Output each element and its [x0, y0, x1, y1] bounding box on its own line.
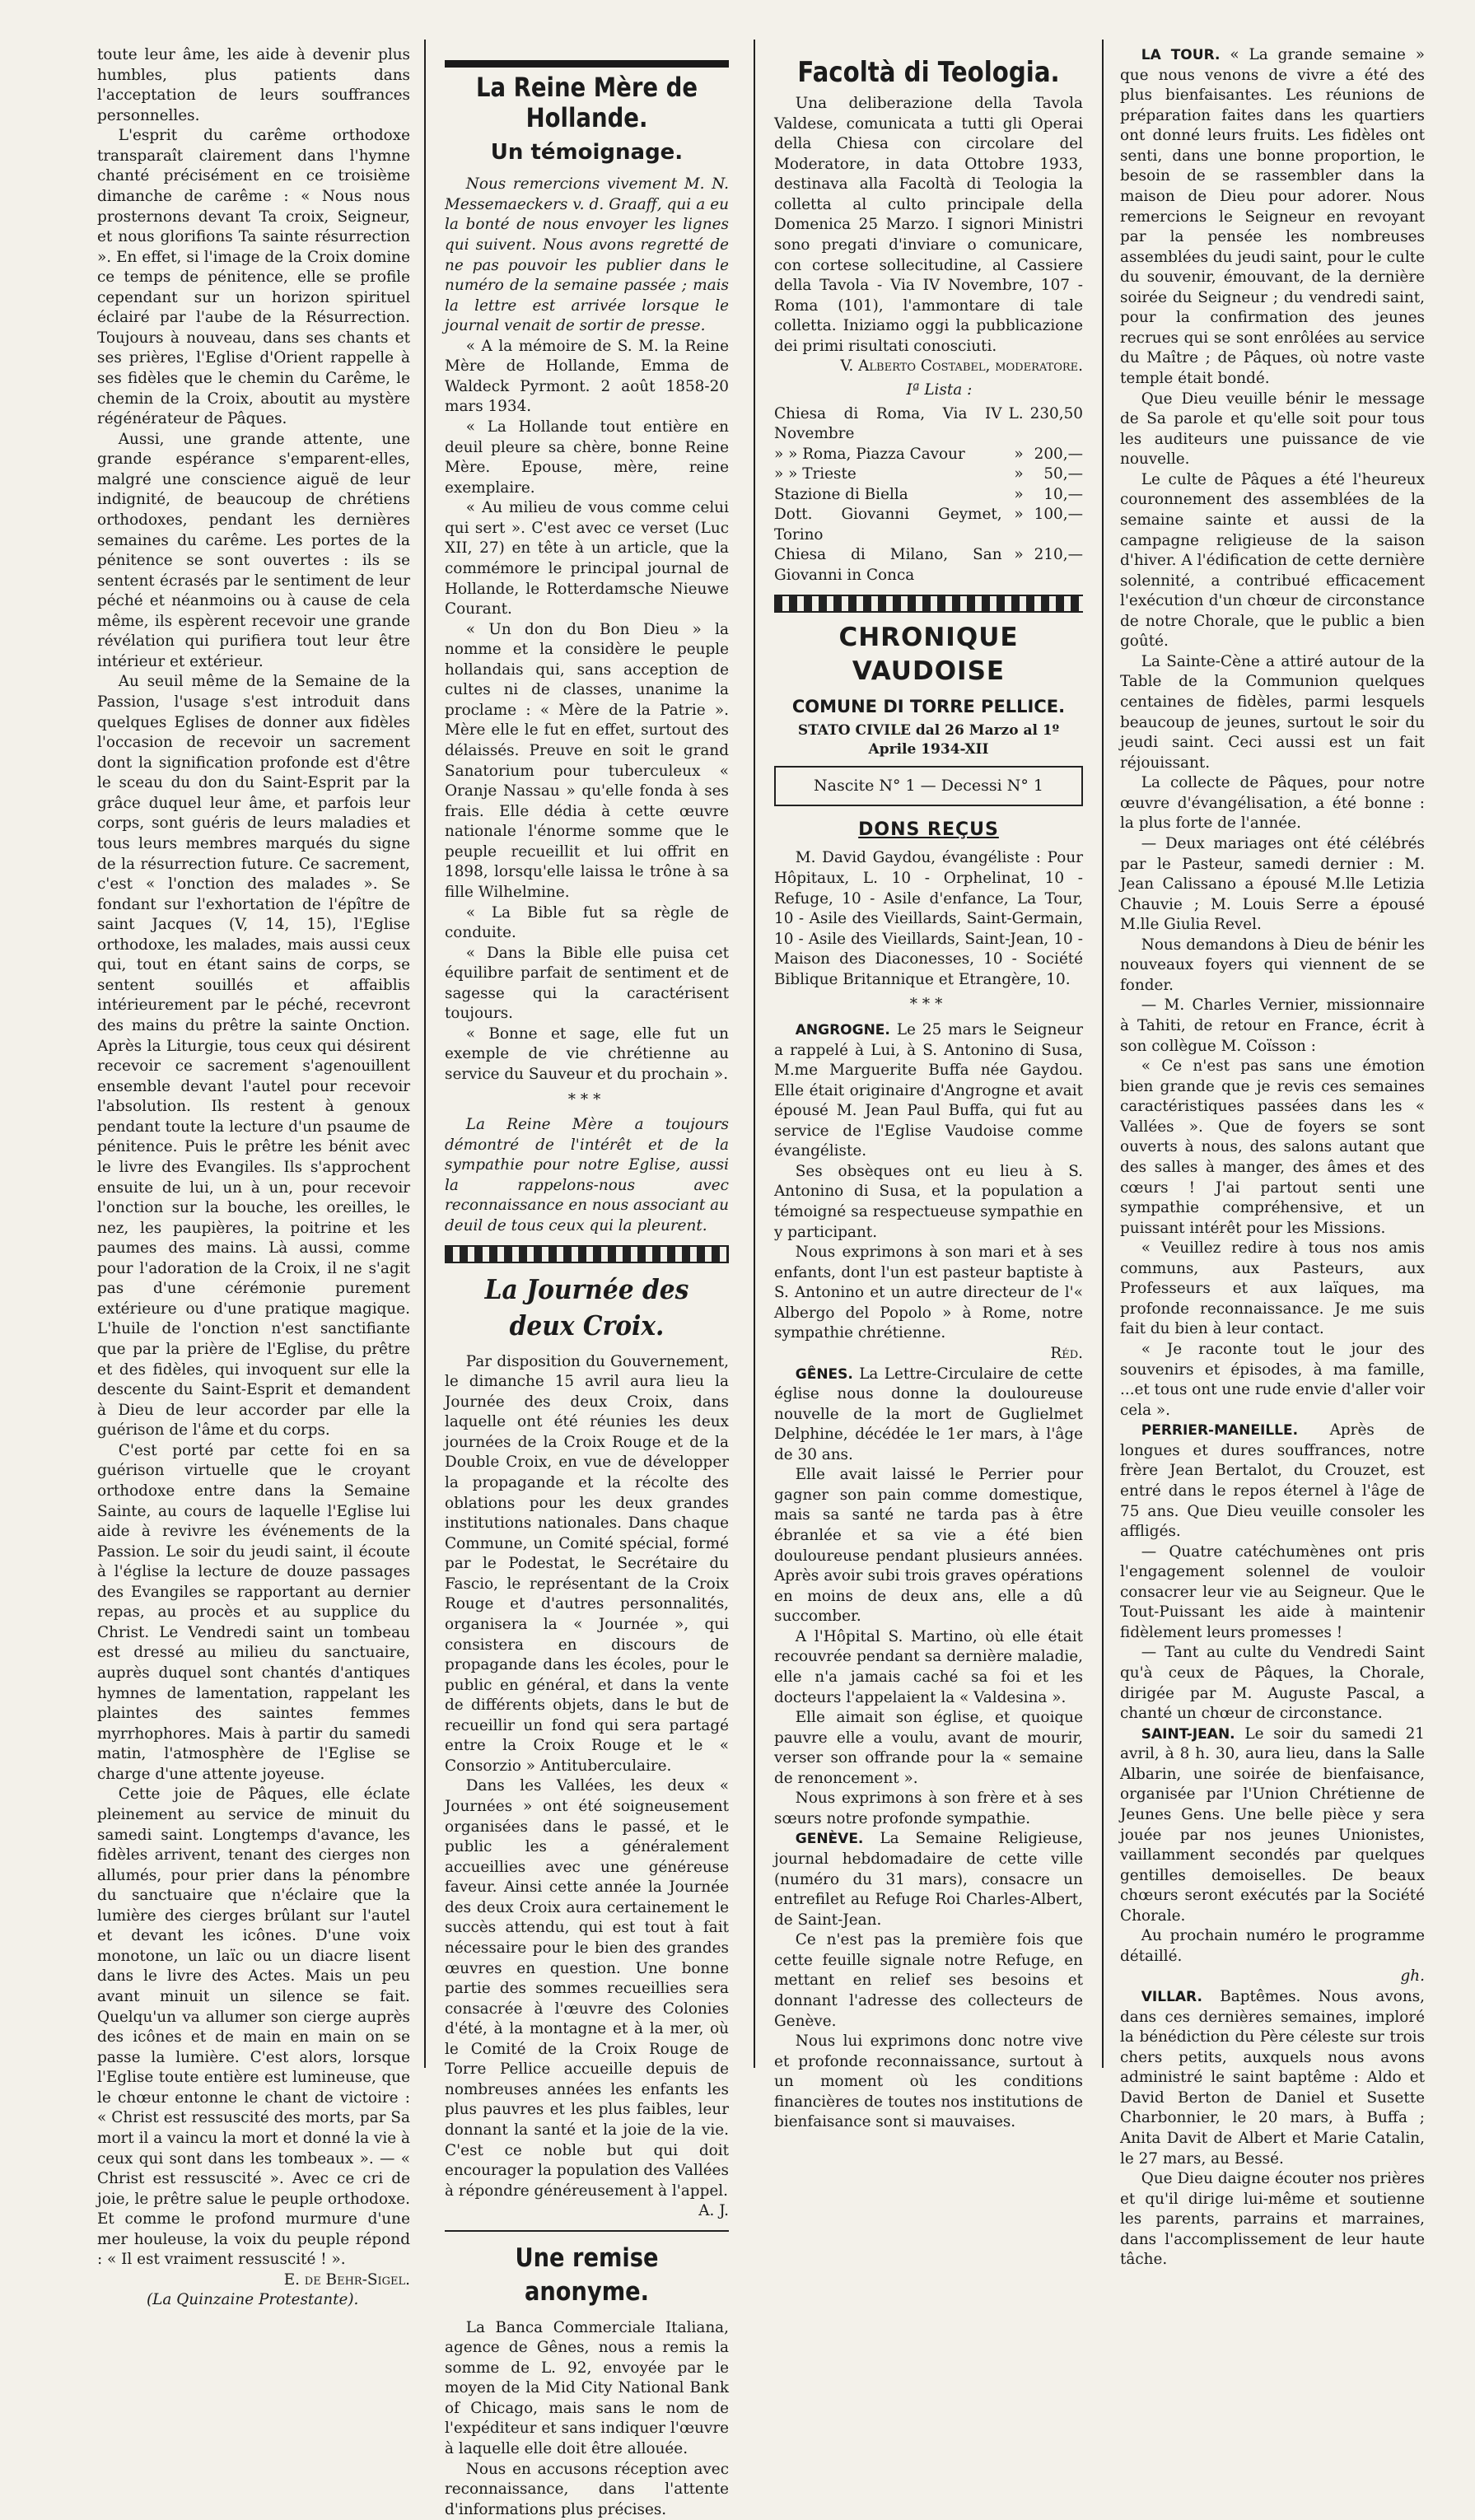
paragraph: — M. Charles Vernier, missionnaire à Tahiti, de retour en France, écrit à son collègue M. Coïsson :: [1120, 996, 1425, 1055]
paragraph: Aussi, une grande attente, une grande espérance s'emparent-elles, malgré une conscience aiguë de leur indignité, de beaucoup de chrétiens orthodoxes, pendant les dernières semaines du carême. Les portes de la pénitence se sont ouvertes : ils se sentent écrasés par le sentiment de leur péché et néanmoins ou à cause de cela même, ils espèrent recevoir une grande révélation qui purifiera tout leur être intérieur et extérieur.: [97, 430, 410, 670]
author-signature: A. J.: [698, 2202, 729, 2220]
paragraph: « La Hollande tout entière en deuil pleure sa chère, bonne Reine Mère. Epouse, mère, reine exemplaire.: [445, 418, 729, 497]
article-title: La Reine Mère de Hollande.: [475, 72, 698, 133]
paragraph: Elle avait laissé le Perrier pour gagner son pain comme domestique, mais sa santé ne tarda pas à être ébranlée et sa vie a été bien douloureuse pendant plusieurs années. Après avoir subi trois graves opérations en moins de deux ans, elle a dû succomber.: [774, 1466, 1083, 1626]
table-cell-unit: L.: [1008, 404, 1024, 422]
article-title: Une remise anonyme.: [515, 2242, 659, 2308]
paragraph: Nous lui exprimons donc notre vive et profonde reconnaissance, surtout à un moment où les conditions financières de toutes nos institutions de bienfaisance sont si mauvaises.: [774, 2032, 1083, 2131]
place-name: VILLAR.: [1141, 1989, 1202, 2005]
paragraph: L'esprit du carême orthodoxe transparaît clairement dans l'hymne chanté précisément en ce troisième dimanche de carême : « Nous nous prosternons devant Ta croix, Seigneur, et nous glorifions Ta sainte résurrection ». En effet, si l'image de la Croix domine ce temps de pénitence, elle se profile cependant sur un horizon spirituel éclairé par l'aube de la Résurrection. Toujours à nouveau, dans ses chants et ses prières, l'Eglise d'Orient rappelle à ses fidèles que le chemin du Carême, le chemin de la Croix, aboutit au mystère régénérateur de Pâques.: [97, 127, 410, 428]
paragraph: Dans les Vallées, les deux « Journées » ont été soigneusement organisées dans le passé, et le public les a généralement accueillies avec une généreuse faveur. Ainsi cette année la Journée des deux Croix aura certainement le succès attendu, qui est tout à fait nécessaire pour le bien des grandes œuvres en question. Une bonne partie des sommes recueillies sera consacrée à l'œuvre des Colonies d'été, à la montagne et à la mer, où le Comité de la Croix Rouge de Torre Pellice accueille depuis de nombreuses années les enfants les plus pauvres et les plus faibles, leur donnant la santé et la joie de la vie. C'est ce noble but qui doit encourager la population des Vallées à répondre généreusement à l'appel.: [445, 1777, 729, 2200]
section-rule: [445, 2230, 729, 2232]
article-subtitle: Un témoignage.: [490, 139, 684, 165]
paragraph: — Deux mariages ont été célébrés par le Pasteur, samedi dernier : M. Jean Calissano a épousé M.lle Letizia Chauvie ; M. Louis Serre a épousé M.lle Giulia Revel.: [1120, 834, 1425, 934]
paragraph: Cette joie de Pâques, elle éclate pleinement au service de minuit du samedi saint. Longtemps d'avance, les fidèles arrivent, tenant des cierges non allumés, pour prier dans la pénombre du sanctuaire que n'éclaire que la lumière des cierges brûlant sur l'autel et devant les icônes. D'une voix monotone, un laïc ou un diacre lisent dans le livre des Actes. Mais un peu avant minuit un silence se fait. Quelqu'un va allumer son cierge auprès des icônes et de main en main on se passe la lumière. C'est alors, lorsque l'Eglise toute entière est lumineuse, que le chœur entonne le chant de victoire : « Christ est ressuscité des morts, par Sa mort il a vaincu la mort et donné la vie à ceux qui sont dans les tombeaux ». — « Christ est ressuscité ». Avec ce cri de joie, le prêtre salue le peuple orthodoxe. Et comme le profond murmure d'une mer houleuse, la voix du peuple répond : « Il est vraiment ressuscité ! ».: [97, 1785, 410, 2269]
table-cell-unit: »: [1014, 546, 1024, 564]
table-cell-name: Chiesa di Milano, San Giovanni in Conca: [774, 546, 1002, 585]
commune-title: COMUNE DI TORRE PELLICE.: [791, 697, 1066, 717]
paragraph: Ses obsèques ont eu lieu à S. Antonino di Susa, et la population a témoigné sa respectueuse sympathie en y participant.: [774, 1162, 1083, 1241]
paragraph: « La Bible fut sa règle de conduite.: [445, 903, 729, 942]
author-signature: Réd.: [1050, 1344, 1083, 1362]
author-signature: E. de Behr-Sigel.: [283, 2270, 410, 2289]
separator-stars: ***: [567, 1090, 606, 1108]
paragraph: Nous en accusons réception avec reconnaissance, dans l'attente d'informations plus précises.: [445, 2460, 729, 2518]
paragraph: La collecte de Pâques, pour notre œuvre d'évangélisation, a été bonne : la plus forte de l'année.: [1120, 774, 1425, 833]
donation-table: [774, 404, 1083, 586]
paragraph: Que Dieu veuille bénir le message de Sa parole et qu'elle soit pour tous les auditeurs une puissance de vie nouvelle.: [1120, 390, 1425, 469]
paragraph: « Ce n'est pas sans une émotion bien grande que je revis ces semaines caractéristiques passées dans les « Vallées ». Que de foyers se sont ouverts à nous, des salons autant que des salles à manger, des âmes et des cœurs ! J'ai partout senti une sympathie compréhensive, et un puissant intérêt pour les Missions.: [1120, 1057, 1425, 1237]
paragraph: La Banca Commerciale Italiana, agence de Gênes, nous a remis la somme de L. 92, envoyée par le moyen de la Mid City National Bank of Chicago, mais sans le nom de l'expéditeur et sans indiquer l'œuvre à laquelle elle doit être allouée.: [445, 2318, 729, 2457]
paragraph: toute leur âme, les aide à devenir plus humbles, plus patients dans l'acceptation de leurs souffrances personnelles.: [97, 46, 410, 124]
paragraph: « Au milieu de vous comme celui qui sert ». C'est avec ce verset (Luc XII, 27) en tête à un article, que la commémore le principal journal de Hollande, le Rotterdamsche Nieuwe Courant.: [445, 499, 729, 618]
paragraph: « A la mémoire de S. M. la Reine Mère de Hollande, Emma de Waldeck Pyrmont. 2 août 1858-20 mars 1934.: [445, 337, 729, 416]
paragraph: Nous exprimons à son frère et à ses sœurs notre profonde sympathie.: [774, 1790, 1083, 1827]
table-cell-unit: »: [1014, 506, 1024, 524]
place-name: LA TOUR.: [1141, 47, 1221, 63]
intro-note: Nous remercions vivement M. N. Messemaeckers v. d. Graaff, qui a eu la bonté de nous envoyer les lignes qui suivent. Nous avons regretté de ne pas pouvoir les publier dans le numéro de la semaine passée ; mais la lettre est arrivée lorsque le journal venait de sortir de presse.: [445, 175, 729, 335]
source-note: (La Quinzaine Protestante).: [147, 2291, 359, 2309]
place-name: GÊNES.: [795, 1365, 853, 1383]
column-3: [774, 45, 1083, 2131]
table-cell-amount: 50,—: [1043, 465, 1083, 483]
paragraph: M. David Gaydou, évangéliste : Pour Hôpitaux, L. 10 - Orphelinat, 10 - Refuge, 10 - Asile d'enfance, La Tour, 10 - Asile des Vieillards, Saint-Germain, 10 - Asile des Vieillards, Saint-Jean, 10 - Maison des Diaconesses, 10 - Société Biblique Britannique et Etrangère, 10.: [774, 849, 1083, 988]
paragraph: Elle aimait son église, et quoique pauvre elle a voulu, avant de mourir, verser son offrande pour la « semaine de renoncement ».: [774, 1709, 1083, 1787]
table-row: [774, 404, 1083, 445]
table-cell-amount: 100,—: [1034, 506, 1083, 524]
paragraph: Par disposition du Gouvernement, le dimanche 15 avril aura lieu la Journée des deux Croix, dans laquelle ont été réunies les deux journées de la Croix Rouge et de la Double Croix, en vue de développer la propagande et la récolte des oblations pour les deux grandes institutions nationales. Dans chaque Commune, un Comité spécial, formé par le Podestat, le Secrétaire du Fascio, le représentant de la Croix Rouge et d'autres personnalités, organisera la « Journée », qui consistera en discours de propagande dans les écoles, pour le public en général, et dans la vente de différents objets, dans le but de recueillir un fond qui sera partagé entre la Croix Rouge et le « Consorzio » Antituberculaire.: [445, 1352, 729, 1775]
paragraph: A l'Hôpital S. Martino, où elle était recouvrée pendant sa dernière maladie, elle n'a jamais caché sa foi et les docteurs l'appelaient la « Valdesina ».: [774, 1627, 1083, 1706]
table-cell-unit: »: [1014, 485, 1024, 503]
author-signature: V. Alberto Costabel, moderatore.: [840, 357, 1083, 376]
paragraph: Au seuil même de la Semaine de la Passion, l'usage s'est introduit dans quelques Eglises de donner aux fidèles l'occasion de recevoir un sacrement dont la signification profonde est d'être le sceau du don du Saint-Esprit par la grâce duquel leur âme, et parfois leur corps, sont guéris de leurs maladies et tous leurs membres marqués du signe de la résurrection future. Ce sacrement, c'est « l'onction des malades ». Se fondant sur l'exhortation de l'épître de saint Jacques (V, 14, 15), l'Eglise orthodoxe, les malades, mais aussi ceux qui, tout en étant sains de corps, se sentent souillés et affaiblis intérieurement par le péché, recevront des mains du prêtre la sainte Onction. Après la Liturgie, tous ceux qui désirent recevoir ce sacrement s'agenouillent ensemble devant l'autel pour recevoir l'absolution. Ils restent à genoux pendant toute la lecture d'un psaume de pénitence. Puis le prêtre les bénit avec le livre des Evangiles. Ils s'approchent ensuite de lui, un à un, pour recevoir l'onction sur la bouche, les oreilles, le nez, les paupières, la poitrine et les paumes des mains. Là aussi, comme pour l'adoration de la Croix, il ne s'agit pas d'une cérémonie purement extérieure ou d'une pratique magique. L'huile de l'onction n'est sanctifiante que par la prière de l'Eglise, du prêtre et des fidèles, qui invoquent sur elle la descente du Saint-Esprit et demandent à Dieu de leur accorder par elle la guérison de l'âme et du corps.: [97, 673, 410, 1440]
births-deaths-box: Nascite N° 1 — Decessi N° 1: [774, 766, 1083, 806]
table-cell-amount: 210,—: [1034, 546, 1083, 564]
paragraph: Una deliberazione della Tavola Valdese, comunicata a tutti gli Operai della Chiesa con circolare del Moderatore, in data Ottobre 1933, destinava alla Facoltà di Teologia la colletta al culto principale della Domenica 25 Marzo. I signori Ministri sono pregati d'inviare o comunicare, con cortese sollecitudine, al Cassiere della Tavola - Via IV Novembre, 107 - Roma (101), l'ammontare di tale colletta. Iniziamo oggi la pubblicazione dei primi risultati conosciuti.: [774, 95, 1083, 355]
table-cell-name: Chiesa di Roma, Via IV Novembre: [774, 404, 1002, 443]
table-row: [774, 505, 1083, 545]
place-name: ANGROGNE.: [795, 1021, 890, 1038]
column-rule: [754, 40, 755, 2068]
decorative-rule: [774, 595, 1083, 613]
paragraph: Que Dieu daigne écouter nos prières et qu'il dirige lui-même et soutienne les parents, parrains et marraines, dans l'accomplissement de leur haute tâche.: [1120, 2170, 1425, 2269]
paragraph: Après de longues et dures souffrances, notre frère Jean Bertalot, du Crouzet, est entré dans le repos éternel à l'âge de 75 ans. Que Dieu veuille consoler les affligés.: [1120, 1421, 1425, 1541]
paragraph: — Tant au culte du Vendredi Saint qu'à ceux de Pâques, la Chorale, dirigée par M. Auguste Pascal, a chanté un chœur de circonstance.: [1120, 1644, 1425, 1723]
paragraph: La Semaine Religieuse, journal hebdomadaire de cette ville (numéro du 31 mars), consacre un entrefilet au Refuge Roi Charles-Albert, de Saint-Jean.: [774, 1830, 1083, 1929]
paragraph: Nous demandons à Dieu de bénir les nouveaux foyers qui viennent de se fonder.: [1120, 936, 1425, 994]
column-2: [445, 45, 729, 2518]
decorative-rule: [445, 1245, 729, 1263]
list-heading: Iª Lista :: [906, 380, 973, 399]
table-cell-amount: 230,50: [1029, 404, 1083, 422]
table-cell-name: Stazione di Biella: [774, 485, 908, 503]
paragraph: Ce n'est pas la première fois que cette feuille signale notre Refuge, en mettant en relief ses besoins et donnant l'adresse des collecteurs de Genève.: [774, 1931, 1083, 2030]
paragraph: La Sainte-Cène a attiré autour de la Table de la Communion quelques centaines de fidèles, parmi lesquels beaucoup de jeunes, surtout le soir du jeudi saint. Ceci aussi est un fait réjouissant.: [1120, 652, 1425, 772]
section-title: CHRONIQUE VAUDOISE: [838, 622, 1019, 686]
table-row: [774, 485, 1083, 506]
separator-stars: ***: [909, 996, 948, 1014]
table-row: [774, 545, 1083, 586]
paragraph: « Veuillez redire à tous nos amis communs, aux Pasteurs, aux Professeurs et aux laïques, ma profonde reconnaissance. Je me suis fait du bien à leur contact.: [1120, 1239, 1425, 1338]
dons-title: DONS REÇUS: [858, 819, 999, 841]
place-name: PERRIER-MANEILLE.: [1141, 1422, 1299, 1440]
paragraph: La Lettre-Circulaire de cette église nous donne la douloureuse nouvelle de la mort de Guglielmet Delphine, décédée le 1er mars, à l'âge de 30 ans.: [774, 1365, 1083, 1463]
paragraph: Baptêmes. Nous avons, dans ces dernières semaines, imploré la bénédiction du Père céleste sur trois chers petits, auxquels nous avons administré le saint baptême : Aldo et David Berton de Daniel et Susette Charbonnier, le 20 mars, à Buffa ; Anita Davit de Albert et Marie Catalin, le 27 mars, au Bessé.: [1120, 1988, 1425, 2168]
article-title: La Journée des deux Croix.: [484, 1272, 689, 1342]
table-row: [774, 445, 1083, 465]
paragraph: « Je raconte tout le jour des souvenirs et épisodes, à ma famille, ...et tous ont une rude envie d'aller voir cela ».: [1120, 1341, 1425, 1419]
article-title: Facoltà di Teologia.: [797, 56, 1060, 89]
paragraph: Nous exprimons à son mari et à ses enfants, dont l'un est pasteur baptiste à S. Antonino et un autre directeur de l'« Albergo del Popolo » à Rome, notre sympathie chrétienne.: [774, 1244, 1083, 1342]
table-cell-unit: »: [1014, 445, 1024, 463]
paragraph: « Un don du Bon Dieu » la nomme et la considère le peuple hollandais qui, sans acception de cultes ni de classes, unanime la proclame : « Mère de la Patrie ». Mère elle le fut en effet, surtout des délaissés. Preuve en soit le grand Sanatorium pour tuberculeux « Oranje Nassau » qu'elle fonda à ses frais. Elle dédia à cette œuvre nationale l'énorme somme que le peuple recueillit et lui offrit en 1898, lorsqu'elle laissa le trône à sa fille Wilhelmine.: [445, 620, 729, 901]
column-4: [1120, 45, 1425, 2269]
column-rule: [424, 40, 426, 2068]
place-name: SAINT-JEAN.: [1141, 1725, 1235, 1743]
paragraph: Le soir du samedi 21 avril, à 8 h. 30, aura lieu, dans la Salle Albarin, une soirée de bienfaisance, organisée par l'Union Chrétienne de Jeunes Gens. Une belle pièce y sera jouée par nos jeunes Unionistes, vaillamment secondés par quelques gentilles demoiselles. De beaux chœurs seront exécutés par la Société Chorale.: [1120, 1724, 1425, 1925]
paragraph: Au prochain numéro le programme détaillé.: [1120, 1927, 1425, 1965]
table-row: [774, 464, 1083, 485]
paragraph: La Reine Mère a toujours démontré de l'intérêt et de la sympathie pour notre Eglise, aussi la rappelons-nous avec reconnaissance en nous associant au deuil de tous ceux qui la pleurent.: [445, 1116, 729, 1234]
table-cell-name: » » Trieste: [774, 465, 857, 483]
table-cell-name: Dott. Giovanni Geymet, Torino: [774, 506, 1002, 544]
paragraph: « Bonne et sage, elle fut un exemple de vie chrétienne au service du Sauveur et du prochain ».: [445, 1024, 729, 1084]
stato-civile: STATO CIVILE dal 26 Marzo al 1º Aprile 1934-XII: [797, 722, 1060, 758]
paragraph: Le 25 mars le Seigneur a rappelé à Lui, à S. Antonino di Susa, M.me Marguerite Buffa née Gaydou. Elle était originaire d'Angrogne et avait épousé M. Jean Paul Buffa, qui fut au service de l'Eglise Vaudoise comme évangéliste.: [774, 1020, 1083, 1160]
paragraph: « Dans la Bible elle puisa cet équilibre parfait de sentiment et de sagesse qui la caractérisent toujours.: [445, 944, 729, 1023]
author-signature: gh.: [1400, 1967, 1425, 1986]
paragraph: « La grande semaine » que nous venons de vivre a été des plus bienfaisantes. Les réunions de préparation faites dans les quartiers ont donné leurs fruits. Les fidèles ont senti, dans une bonne proportion, le besoin de se rassembler dans la maison de Dieu pour adorer. Nous remercions le Seigneur en revoyant par la pensée les nombreuses assemblées du jeudi saint, pour le culte du souvenir, émouvant, de la dernière soirée du Seigneur ; du vendredi saint, pour la confirmation des jeunes recrues qui se sont enrôlées au service du Maître ; de Pâques, où notre vaste temple était bondé.: [1120, 46, 1425, 387]
column-1: [97, 45, 410, 2309]
paragraph: — Quatre catéchumènes ont pris l'engagement solennel de vouloir consacrer leur vie au Seigneur. Que le Tout-Puissant les aide à maintenir fidèlement leurs promesses !: [1120, 1542, 1425, 1641]
table-cell-name: » » Roma, Piazza Cavour: [774, 445, 965, 463]
table-cell-amount: 10,—: [1043, 485, 1083, 503]
table-cell-unit: »: [1014, 465, 1024, 483]
paragraph: Le culte de Pâques a été l'heureux couronnement des assemblées de la semaine sainte et aussi de la campagne religieuse de la saison d'hiver. A l'édification de cette dernière solennité, a contribué efficacement l'exécution d'un chœur de circonstance de notre Chorale, que le public a bien goûté.: [1120, 470, 1425, 651]
table-cell-amount: 200,—: [1034, 445, 1083, 463]
header-bar: [445, 60, 729, 68]
paragraph: C'est porté par cette foi en sa guérison virtuelle que le croyant orthodoxe entre dans la Semaine Sainte, au cours de laquelle l'Eglise lui aide à revivre les événements de la Passion. Le soir du jeudi saint, il écoute à l'église la lecture de douze passages des Evangiles se rapportant au dernier repas, au procès et au supplice du Christ. Le Vendredi saint un tombeau est dressé au milieu du sanctuaire, auprès duquel sont chantés d'antiques hymnes de lamentation, rappelant les plaintes des saintes femmes myrrhophores. Mais à partir du samedi matin, l'atmosphère de l'Eglise se charge d'une attente joyeuse.: [97, 1441, 410, 1783]
column-rule: [1102, 40, 1104, 2068]
place-name: GENÈVE.: [795, 1831, 864, 1848]
